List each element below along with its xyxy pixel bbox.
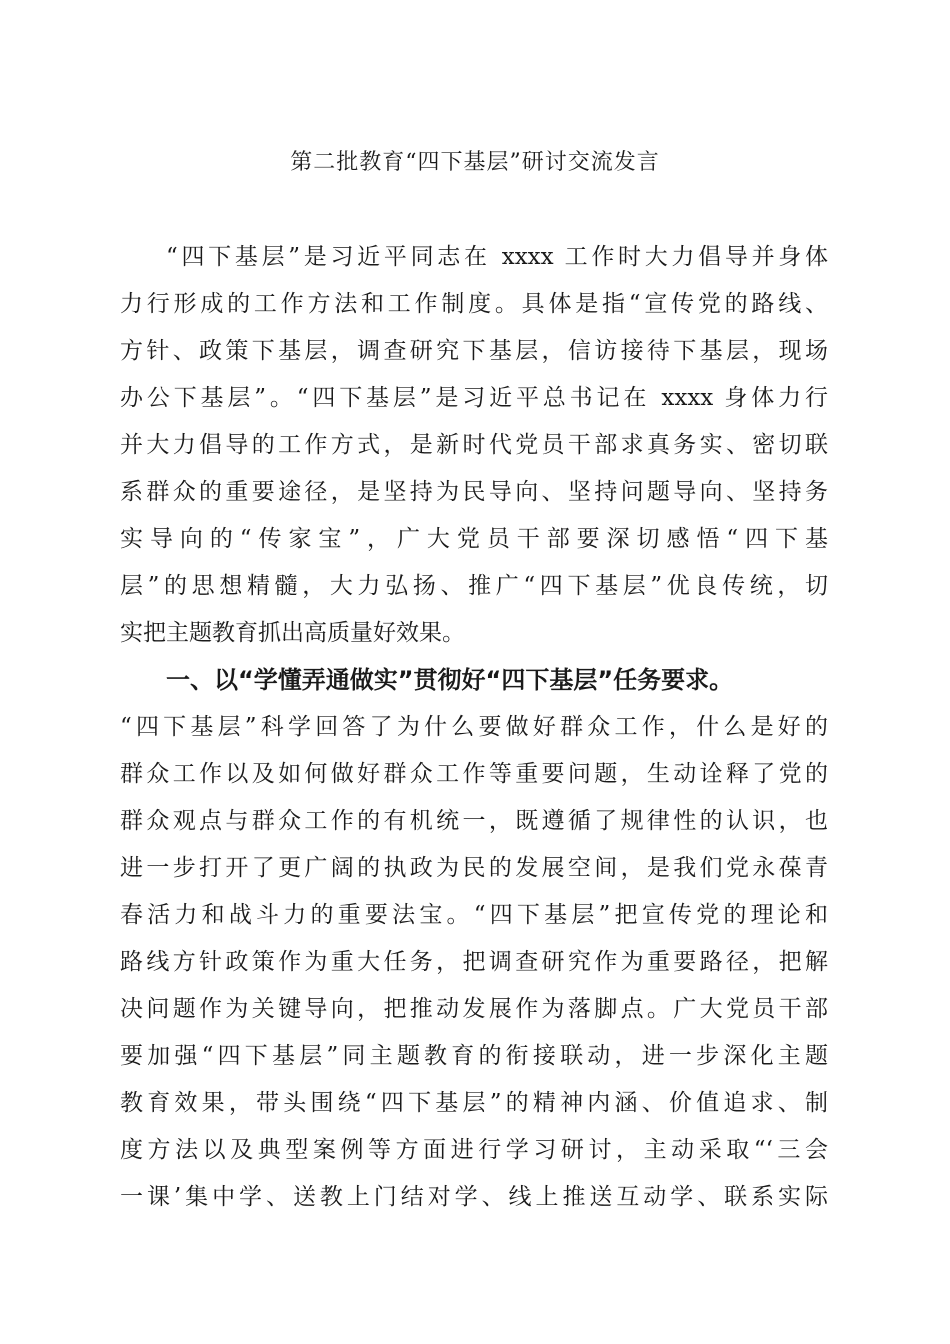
paragraph-2-line-2: 群众工作以及如何做好群众工作等重要问题，生动诠释了党的 — [120, 761, 828, 787]
paragraph-1-line-8: 层”的思想精髓，大力弘扬、推广“四下基层”优良传统，切 — [120, 573, 828, 599]
paragraph-2-line-5: 春活力和战斗力的重要法宝。“四下基层”把宣传党的理论和 — [120, 902, 828, 928]
paragraph-1-line-5: 并大力倡导的工作方式，是新时代党员干部求真务实、密切联 — [120, 432, 828, 458]
paragraph-2-line-7: 决问题作为关键导向，把推动发展作为落脚点。广大党员干部 — [120, 996, 828, 1022]
paragraph-1-line-7: 实导向的“传家宝”，广大党员干部要深切感悟“四下基 — [120, 526, 828, 552]
paragraph-1-line-3: 方针、政策下基层，调查研究下基层，信访接待下基层，现场 — [120, 338, 828, 364]
document-title: 第二批教育“四下基层”研讨交流发言 — [290, 150, 660, 175]
paragraph-2-line-11: 一课’集中学、送教上门结对学、线上推送互动学、联系实际 — [120, 1184, 828, 1210]
paragraph-1-line-4: 办公下基层”。“四下基层”是习近平总书记在 xxxx 身体力行 — [120, 385, 828, 411]
paragraph-2-line-3: 群众观点与群众工作的有机统一，既遵循了规律性的认识，也 — [120, 808, 828, 834]
paragraph-2-line-9: 教育效果，带头围绕“四下基层”的精神内涵、价值追求、制 — [120, 1090, 828, 1116]
paragraph-2-line-4: 进一步打开了更广阔的执政为民的发展空间，是我们党永葆青 — [120, 855, 828, 881]
paragraph-1-line-2: 力行形成的工作方法和工作制度。具体是指“宣传党的路线、 — [120, 291, 828, 317]
document-body — [120, 234, 828, 1221]
paragraph-2-line-1: “四下基层”科学回答了为什么要做好群众工作，什么是好的 — [120, 714, 828, 740]
paragraph-2-line-6: 路线方针政策作为重大任务，把调查研究作为重要路径，把解 — [120, 949, 828, 975]
paragraph-1-line-6: 系群众的重要途径，是坚持为民导向、坚持问题导向、坚持务 — [120, 479, 828, 505]
paragraph-1-line-1: “四下基层”是习近平同志在 xxxx 工作时大力倡导并身体 — [166, 244, 828, 270]
paragraph-2-line-10: 度方法以及典型案例等方面进行学习研讨，主动采取“‘三会 — [120, 1137, 828, 1163]
paragraph-2-line-8: 要加强“四下基层”同主题教育的衔接联动，进一步深化主题 — [120, 1043, 828, 1069]
paragraph-1-line-9: 实把主题教育抓出高质量好效果。 — [120, 620, 465, 646]
section-heading-1: 一、以“学懂弄通做实”贯彻好“四下基层”任务要求。 — [166, 666, 734, 694]
